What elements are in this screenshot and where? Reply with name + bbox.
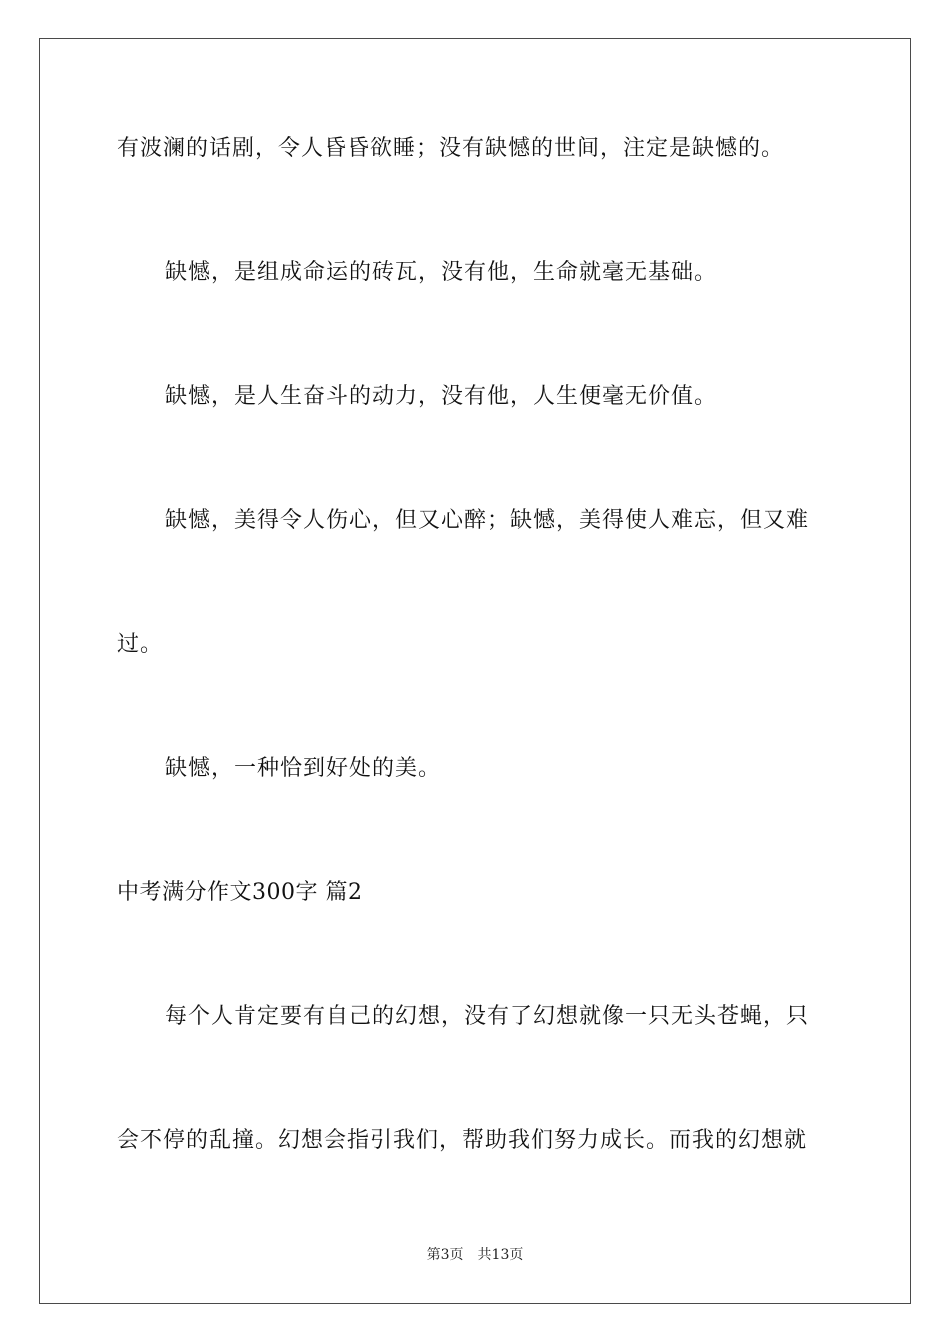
body-line-2: 缺憾，是组成命运的砖瓦，没有他，生命就毫无基础。: [165, 260, 718, 285]
page-border: [39, 38, 911, 1304]
body-line-7: 每个人肯定要有自己的幻想，没有了幻想就像一只无头苍蝇，只: [165, 1004, 810, 1029]
body-line-6: 缺憾，一种恰到好处的美。: [165, 756, 442, 781]
body-line-8: 会不停的乱撞。幻想会指引我们，帮助我们努力成长。而我的幻想就: [117, 1128, 808, 1153]
section-heading: 中考满分作文300字 篇2: [117, 880, 363, 905]
body-line-3: 缺憾，是人生奋斗的动力，没有他，人生便毫无价值。: [165, 384, 718, 409]
body-line-1: 有波澜的话剧，令人昏昏欲睡；没有缺憾的世间，注定是缺憾的。: [117, 136, 785, 161]
page-number-footer: 第3页 共13页: [426, 1247, 524, 1263]
body-line-5: 过。: [117, 632, 164, 657]
body-line-4: 缺憾，美得令人伤心，但又心醉；缺憾，美得使人难忘，但又难: [165, 508, 810, 533]
